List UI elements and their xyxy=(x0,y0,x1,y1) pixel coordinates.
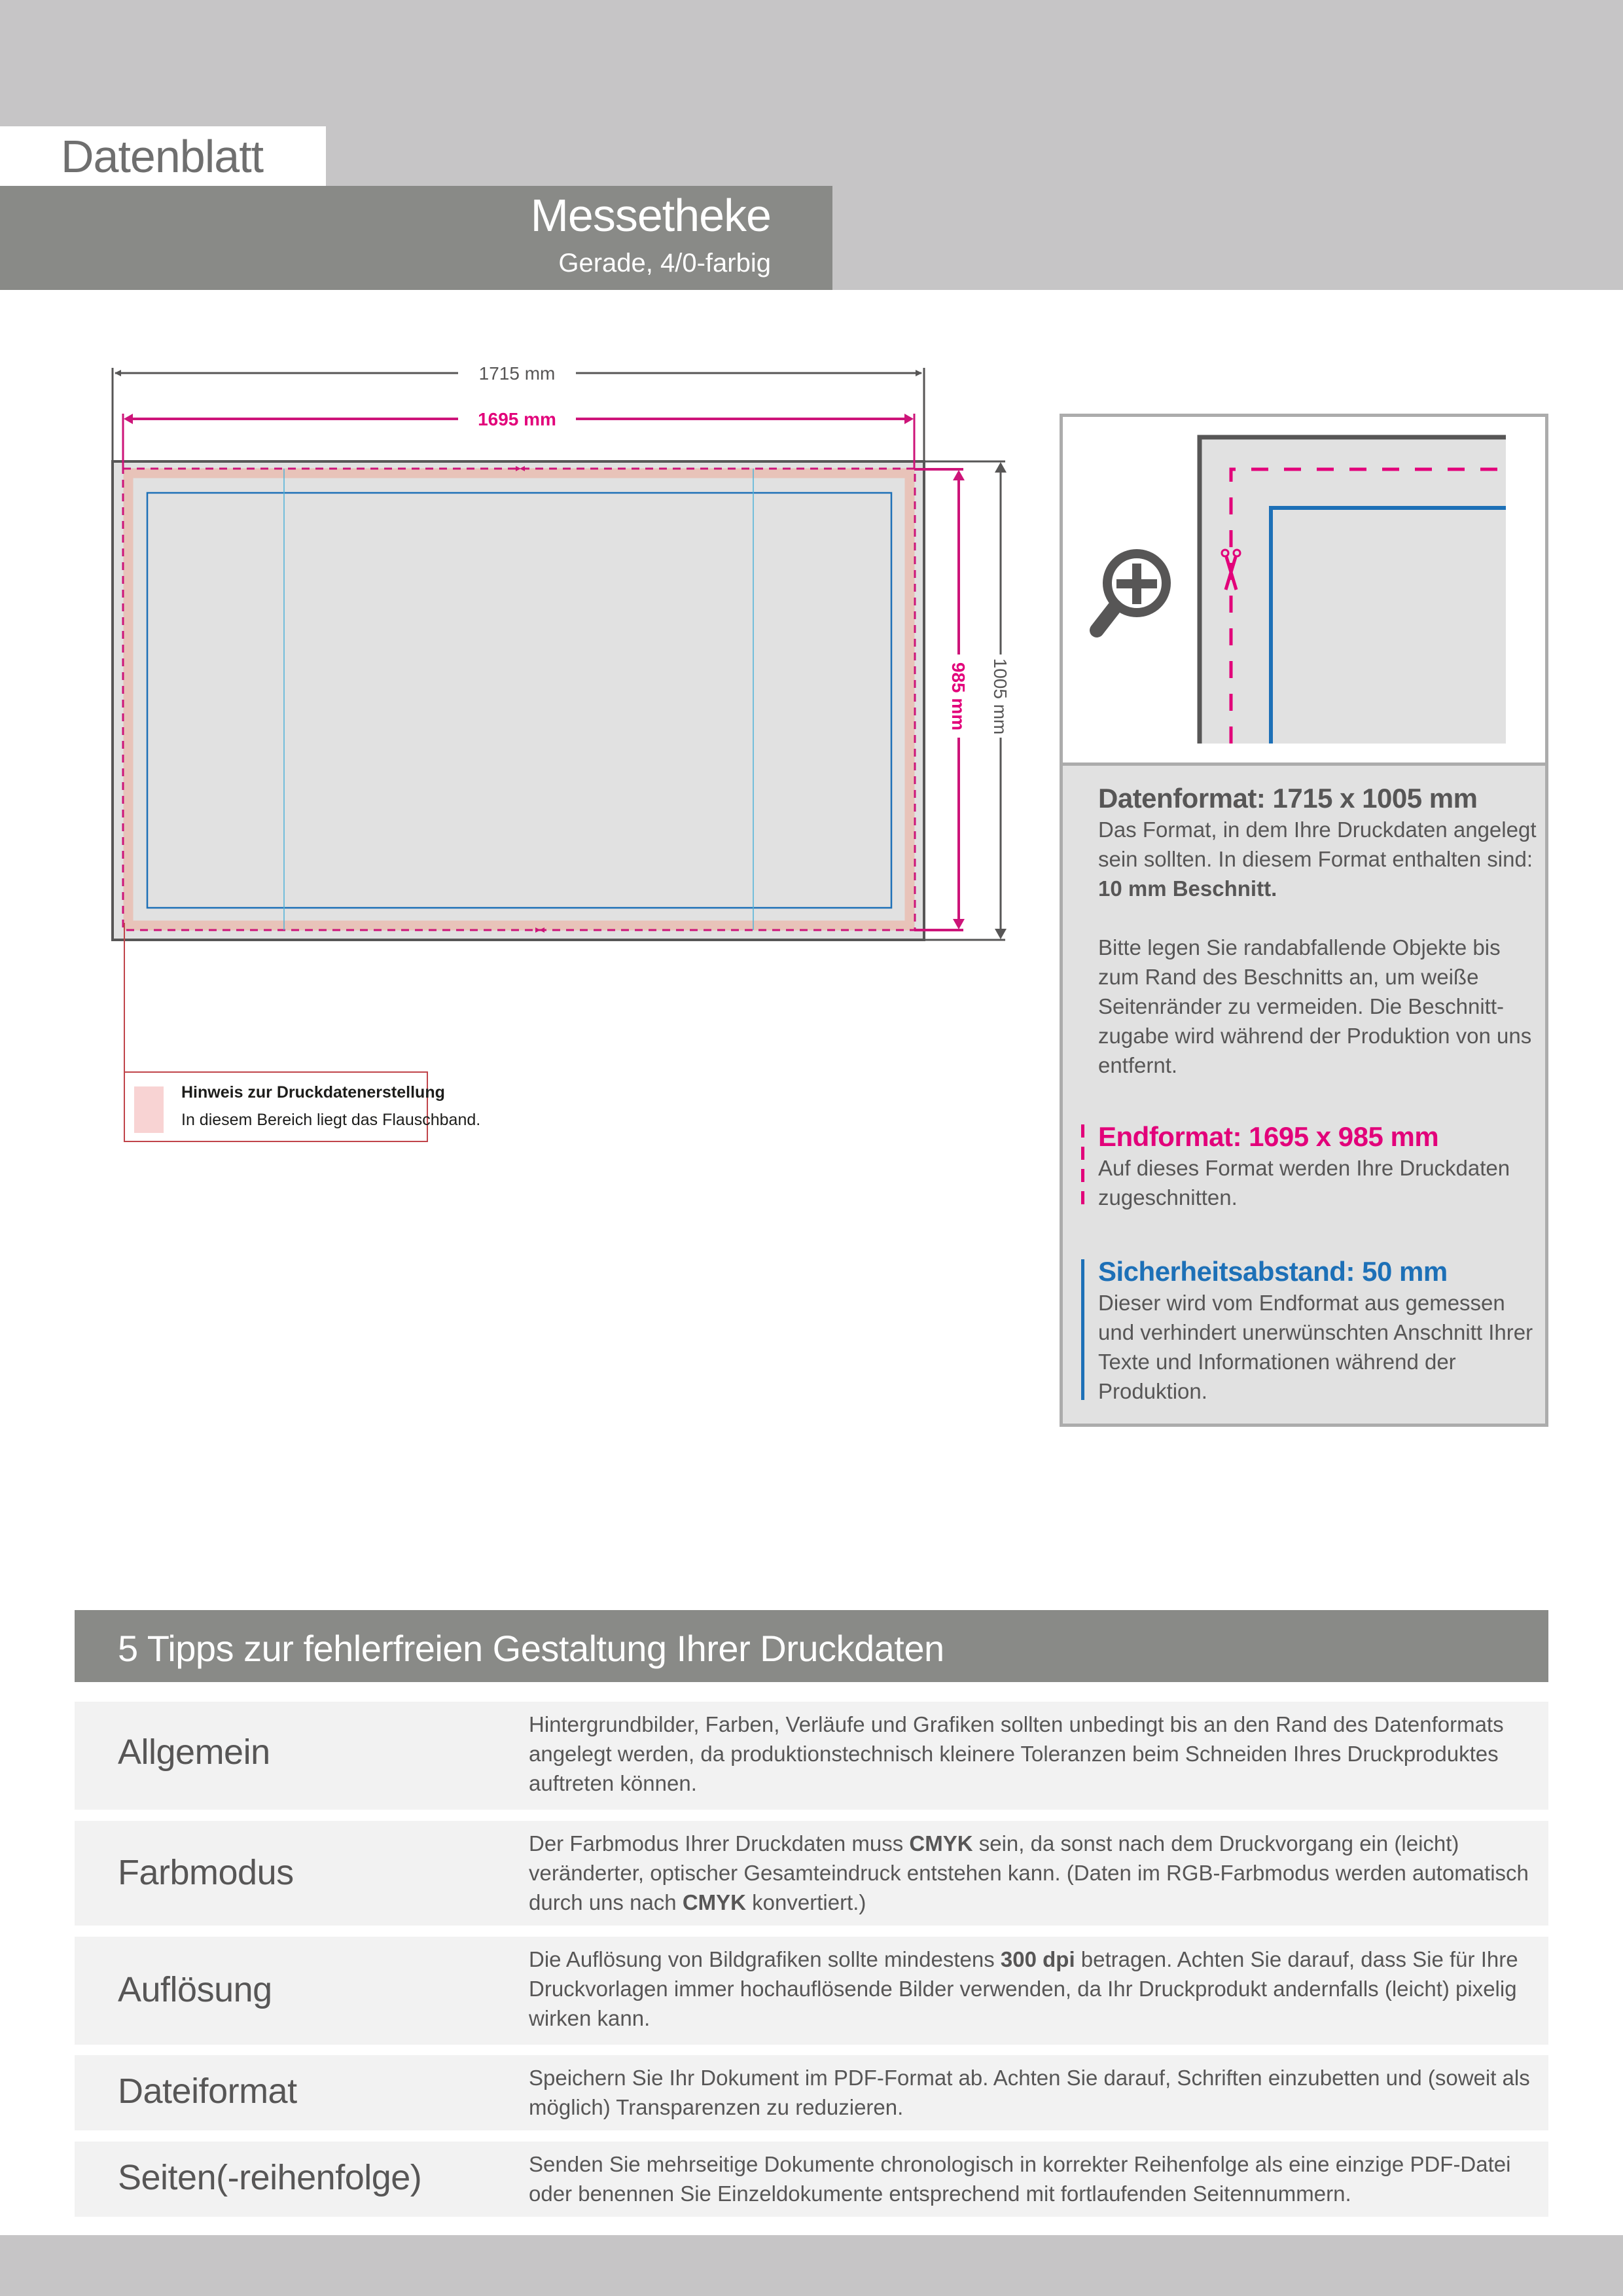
tip-label: Seiten(-reihenfolge) xyxy=(118,2158,422,2197)
data-height-label: 1005 mm xyxy=(990,658,1010,735)
safety-text: Dieser wird vom Endformat aus gemessen und verhindert unerwünschten Anschnitt Ihrer Texte und Informationen während der Produktion. xyxy=(1098,1291,1533,1403)
data-format-text-main: Das Format, in dem Ihre Druckdaten angelegt sein sollten. In diesem Format enthalten sind: xyxy=(1098,817,1537,871)
tip-row xyxy=(75,1821,1548,1926)
tip-row xyxy=(75,1702,1548,1810)
tips-title: 5 Tipps zur fehlerfreien Gestaltung Ihrer Druckdaten xyxy=(118,1628,944,1669)
tip-text-part: sein, da sonst nach dem Druckvorgang ein (leicht) veränderter, optischer Gesamteindruck entstehen kann. (Daten im RGB-Farbmodus werden automatisch durch uns nach xyxy=(529,1831,1529,1914)
info-text-area xyxy=(1063,762,1545,1424)
detail-data-format xyxy=(1198,436,1506,744)
final-width-label: 1695 mm xyxy=(478,409,556,429)
tip-text-part: Hintergrundbilder, Farben, Verläufe und Grafiken sollten unbedingt bis an den Rand des Datenformats angelegt werden, da produktionstechnisch kleinere Toleranzen beim Schneiden Ihres Druckproduktes auftreten können. xyxy=(529,1712,1504,1795)
arrowhead-final-bottom xyxy=(953,919,965,929)
safety-block xyxy=(1098,1255,1537,1406)
product-variant: Gerade, 4/0-farbig xyxy=(558,249,771,278)
tip-label: Auflösung xyxy=(118,1970,272,2009)
note-title: Hinweis zur Druckdatenerstellung xyxy=(181,1083,445,1102)
tip-row xyxy=(75,2142,1548,2217)
final-format-marker xyxy=(1081,1124,1084,1211)
arrowhead-final-top xyxy=(953,470,965,480)
tips-header xyxy=(75,1610,1548,1682)
final-height-label: 985 mm xyxy=(948,662,969,731)
data-format-rect xyxy=(113,461,924,940)
tip-text xyxy=(529,1829,1543,1917)
tip-row xyxy=(75,2055,1548,2130)
tip-label: Allgemein xyxy=(118,1732,270,1772)
tip-text xyxy=(529,2063,1543,2122)
tip-text-part: Speichern Sie Ihr Dokument im PDF-Format ab. Achten Sie darauf, Schriften einzubetten und (soweit als möglich) Transparenzen zu reduzieren. xyxy=(529,2066,1530,2119)
footer-band xyxy=(0,2235,1623,2296)
tip-text-bold: CMYK xyxy=(682,1890,746,1914)
corner-detail-illustration xyxy=(1063,417,1545,762)
tip-text-part: Senden Sie mehrseitige Dokumente chronologisch in korrekter Reihenfolge als eine einzige PDF-Datei oder benennen Sie Einzeldokumente entsprechend mit fortlaufenden Seitennummern. xyxy=(529,2152,1511,2206)
tip-text-part: Die Auflösung von Bildgrafiken sollte mindestens xyxy=(529,1947,1001,1971)
tip-text xyxy=(529,1710,1543,1798)
note-text: In diesem Bereich liegt das Flauschband. xyxy=(181,1111,481,1129)
tip-label: Dateiformat xyxy=(118,2072,297,2111)
arrowhead-height-bottom xyxy=(995,929,1007,939)
tip-text-part: betragen. Achten Sie darauf, dass Sie für Ihre Druckvorlagen immer hochauflösende Bilder verwenden, da Ihr Druckprodukt andernfalls (leicht) pixelig wirken kann. xyxy=(529,1947,1518,2030)
final-format-title: Endformat: 1695 x 985 mm xyxy=(1098,1121,1439,1152)
final-format-block xyxy=(1098,1121,1537,1212)
safety-title: Sicherheitsabstand: 50 mm xyxy=(1098,1256,1448,1287)
zoom-in-icon xyxy=(1097,554,1166,630)
tip-row xyxy=(75,1937,1548,2045)
note-leader-line xyxy=(124,923,125,1072)
tip-text-bold: CMYK xyxy=(909,1831,973,1856)
flauschband-swatch xyxy=(134,1086,164,1133)
arrowhead-final-left xyxy=(124,414,133,424)
tip-text-part: Der Farbmodus Ihrer Druckdaten muss xyxy=(529,1831,910,1856)
data-format-text-2: Bitte legen Sie randabfallende Objekte bis zum Rand des Beschnitts an, um weiße Seitenränder zu vermeiden. Die Beschnitt-zugabe wird während der Produktion von uns entfernt. xyxy=(1098,935,1532,1077)
corner-detail-svg xyxy=(1063,417,1545,762)
tip-text xyxy=(529,2149,1543,2208)
tip-text-bold: 300 dpi xyxy=(1000,1947,1075,1971)
safety-marker xyxy=(1081,1259,1084,1400)
tip-label: Farbmodus xyxy=(118,1853,294,1892)
data-width-label: 1715 mm xyxy=(478,363,556,384)
data-format-text xyxy=(1098,815,1537,903)
tip-text-part: konvertiert.) xyxy=(746,1890,866,1914)
flauschband-note xyxy=(124,1071,481,1142)
arrowhead-final-right xyxy=(904,414,914,424)
arrowhead-height-top xyxy=(995,462,1007,473)
data-format-bleed: 10 mm Beschnitt. xyxy=(1098,876,1277,901)
product-title: Messetheke xyxy=(530,190,771,241)
data-format-block xyxy=(1098,782,1537,1080)
data-format-title: Datenformat: 1715 x 1005 mm xyxy=(1098,783,1478,814)
document-type-label: Datenblatt xyxy=(61,131,264,182)
info-panel xyxy=(1060,414,1548,1427)
tip-text xyxy=(529,1945,1543,2033)
final-format-text: Auf dieses Format werden Ihre Druckdaten zugeschnitten. xyxy=(1098,1156,1510,1210)
